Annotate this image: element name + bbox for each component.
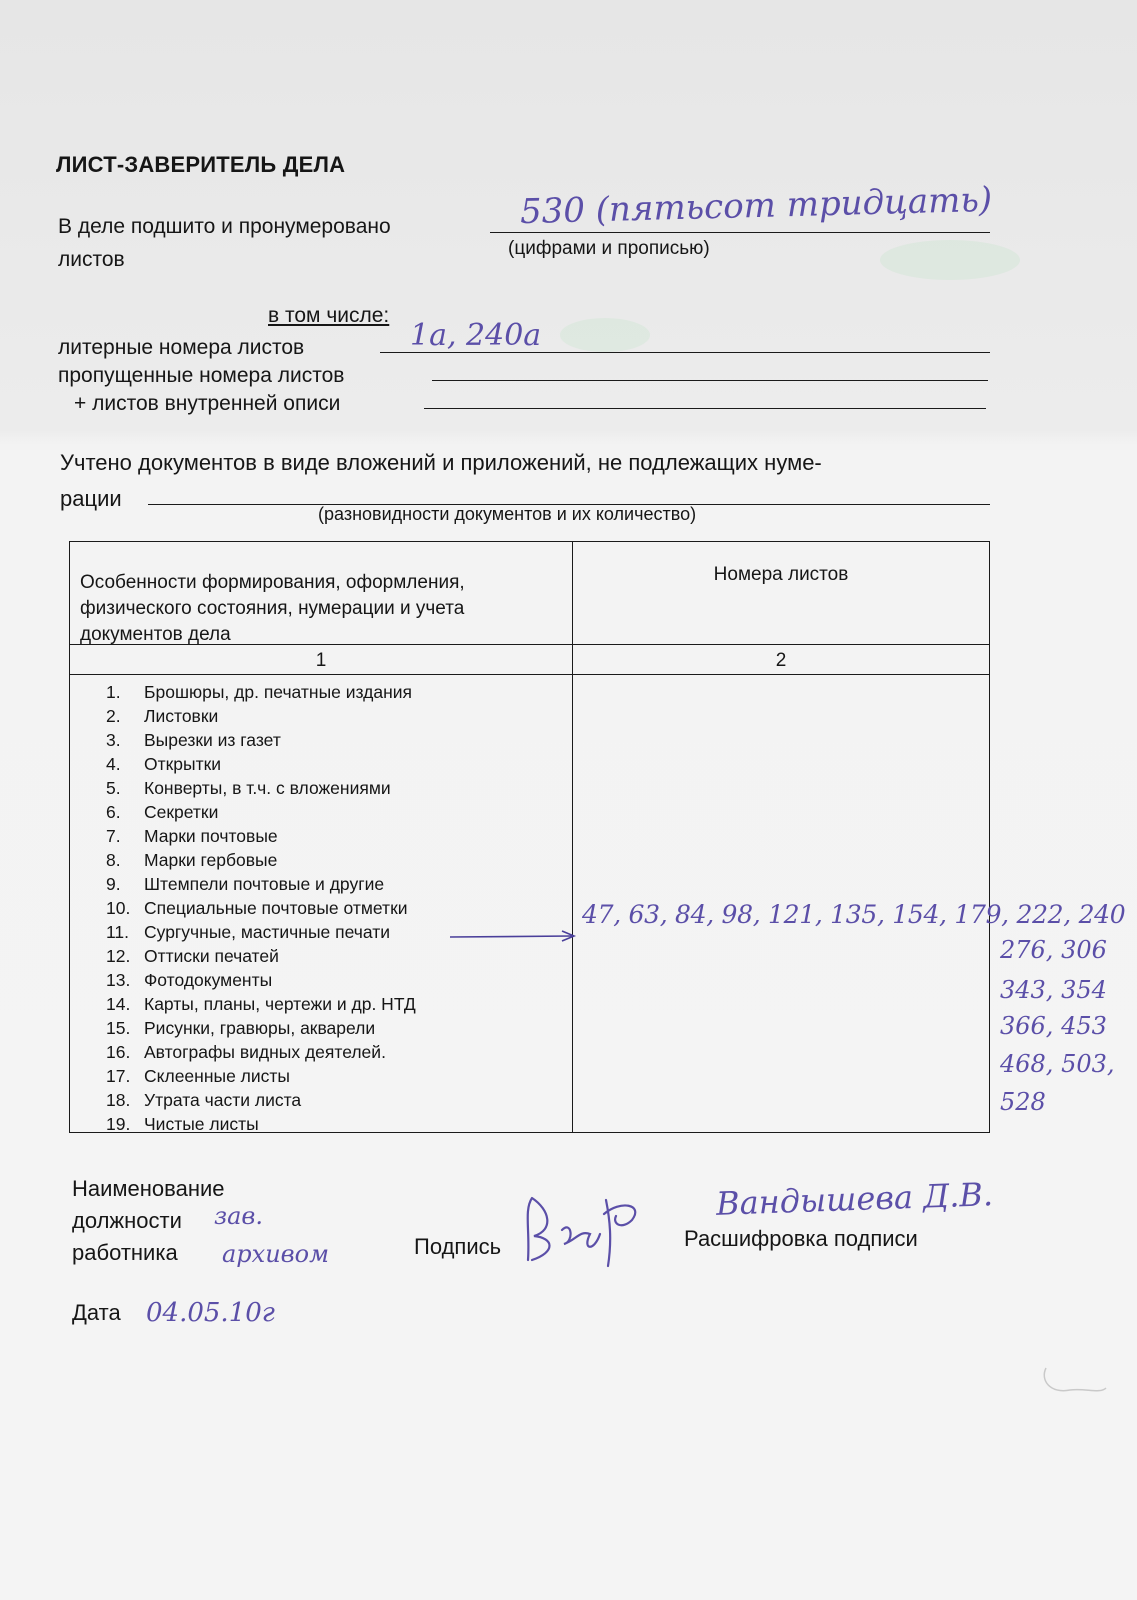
sheets-handwritten-value: 530 (пятьсот тридцать) [519, 179, 993, 233]
sheets-label: В деле подшито и пронумеровано [58, 215, 391, 238]
list-item: 3. Вырезки из газет [106, 730, 281, 750]
sheets-value-line [490, 232, 990, 233]
including-heading: в том числе: [268, 304, 390, 327]
arrow-right-icon [450, 930, 580, 944]
position-label-3: работника [72, 1240, 178, 1265]
paper-stain [880, 240, 1020, 280]
document-title: ЛИСТ-ЗАВЕРИТЕЛЬ ДЕЛА [56, 152, 346, 177]
position-value-1: зав. [214, 1202, 263, 1230]
list-item: 19. Чистые листы [106, 1114, 259, 1134]
list-item: 8. Марки гербовые [106, 850, 278, 870]
attachments-hint: (разновидности документов и их количество) [318, 504, 697, 524]
letter-numbers-label: литерные номера листов [58, 336, 305, 359]
list-item: 18. Утрата части листа [106, 1090, 302, 1110]
sheet-numbers-line2: 276, 306 [1000, 936, 1107, 964]
letter-numbers-value: 1а, 240а [410, 318, 542, 353]
list-item: 9. Штемпели почтовые и другие [106, 874, 385, 894]
list-item: 16. Автографы видных деятелей. [106, 1042, 386, 1062]
date-value: 04.05.10г [146, 1298, 275, 1328]
list-item: 13. Фотодокументы [106, 970, 273, 990]
signature-decoding-label: Расшифровка подписи [684, 1226, 918, 1251]
list-item: 14. Карты, планы, чертежи и др. НТД [106, 994, 416, 1014]
list-item: 5. Конверты, в т.ч. с вложениями [106, 778, 391, 798]
list-item: 6. Секретки [106, 802, 219, 822]
list-item: 7. Марки почтовые [106, 826, 278, 846]
missing-numbers-line [432, 380, 988, 381]
list-item: 1. Брошюры, др. печатные издания [106, 682, 413, 702]
list-item: 10. Специальные почтовые отметки [106, 898, 408, 918]
internal-inventory-label: + листов внутренней описи [74, 392, 341, 415]
table-number-divider [70, 674, 989, 675]
table-header-col2: Номера листов [713, 564, 849, 585]
paper-stain [560, 318, 650, 352]
table-header-col1: Особенности формирования, оформления, физического состояния, нумерации и учета документов дела [80, 572, 465, 645]
features-list [106, 680, 416, 1136]
sheets-hint: (цифрами и прописью) [508, 238, 710, 259]
missing-numbers-label: пропущенные номера листов [58, 364, 345, 387]
list-item: 17. Склеенные листы [106, 1066, 290, 1086]
list-item: 2. Листовки [106, 706, 219, 726]
internal-inventory-line [424, 408, 986, 409]
position-label-2: должности [72, 1208, 182, 1233]
table-col2-number: 2 [775, 650, 787, 671]
sheet-numbers-line6: 528 [1000, 1088, 1046, 1116]
sheets-suffix: листов [58, 248, 125, 271]
sheet-numbers-line5: 468, 503, [1000, 1050, 1115, 1078]
table-col1-number: 1 [315, 650, 327, 671]
list-item: 4. Открытки [106, 754, 222, 774]
position-value-2: архивом [222, 1240, 329, 1268]
sheet-numbers-line4: 366, 453 [1000, 1012, 1107, 1040]
position-label-1: Наименование [72, 1176, 225, 1201]
sheet-numbers-line3: 343, 354 [1000, 976, 1107, 1004]
date-label: Дата [72, 1300, 121, 1325]
list-item: 12. Оттиски печатей [106, 946, 279, 966]
list-item: 11. Сургучные, мастичные печати [106, 922, 391, 942]
list-item: 15. Рисунки, гравюры, акварели [106, 1018, 376, 1038]
signature-label: Подпись [414, 1234, 502, 1259]
attachments-label: Учтено документов в виде вложений и приложений, не подлежащих нуме- [60, 450, 822, 475]
faint-mark [1040, 1360, 1110, 1400]
table-column-divider [572, 542, 573, 1132]
signature-image [520, 1190, 650, 1270]
features-table [69, 541, 990, 1133]
attachments-label-cont: рации [60, 486, 122, 511]
sheet-numbers-line1: 47, 63, 84, 98, 121, 135, 154, 179, 222, 240 [582, 900, 1126, 929]
signature-decoding-value: Вандышева Д.В. [715, 1175, 994, 1223]
